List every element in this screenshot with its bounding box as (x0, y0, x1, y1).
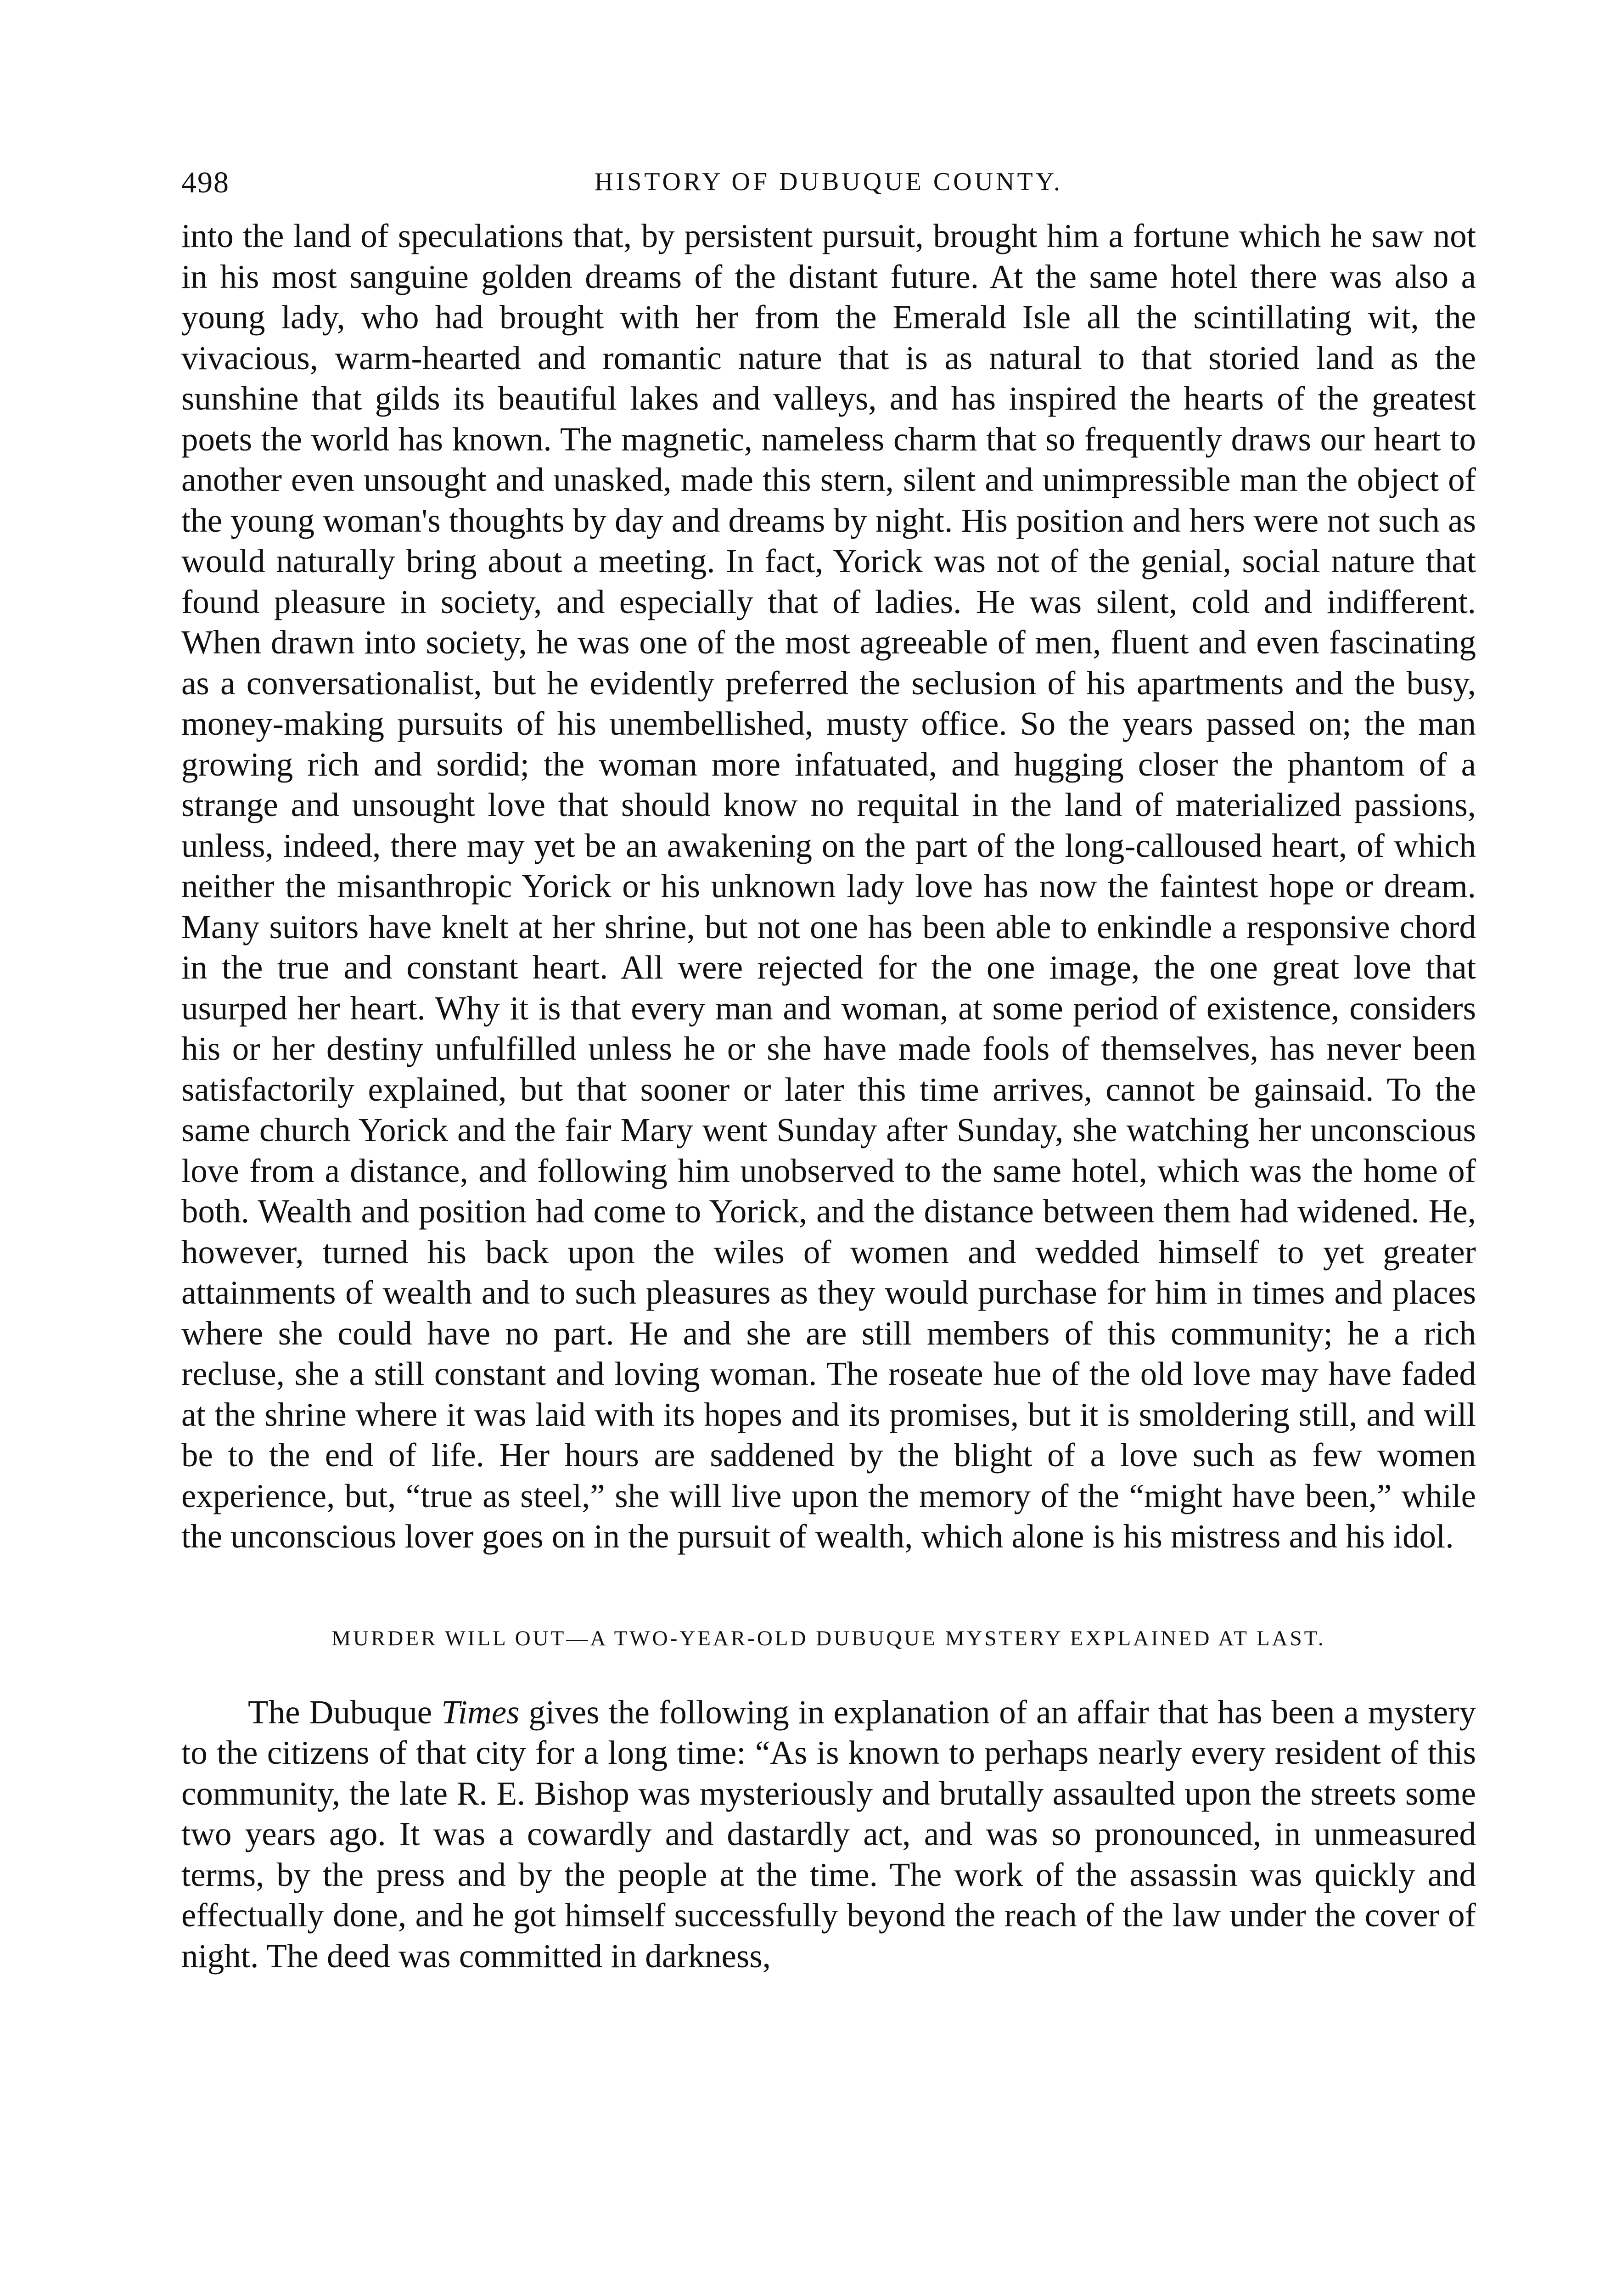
section-heading: MURDER WILL OUT—A TWO-YEAR-OLD DUBUQUE MYSTERY EXPLAINED AT LAST. (331, 1626, 1326, 1650)
book-page (181, 165, 1476, 1976)
page-number: 498 (181, 166, 230, 199)
paragraph-text-rest: gives the following in explanation of an affair that has been a mystery to the citizens of that city for a long time: “As is known to perhaps nearly every resident of this community, the late R. E. Bishop was mysteriously and brutally assaulted upon the streets some two years ago. It was a cowardly and dastardly act, and was so pronounced, in unmeasured terms, by the press and by the people at the time. The work of the assassin was quickly and effectually done, and he got himself successfully beyond the reach of the law under the cover of night. The deed was committed in darkness, (181, 1693, 1476, 1975)
running-header (181, 165, 1476, 216)
running-title: HISTORY OF DUBUQUE COUNTY. (595, 168, 1063, 196)
paragraph-times-explanation (181, 1692, 1476, 1977)
newspaper-title: Times (441, 1693, 520, 1731)
paragraph-text-start: The Dubuque (248, 1693, 442, 1731)
paragraph-continued: into the land of speculations that, by persistent pursuit, brought him a fortune which he saw not in his most sanguine golden dreams of the distant future. At the same hotel there was also a young lady, who had brought with her from the Emerald Isle all the scintillating wit, the vivacious, warm-hearted and romantic nature that is as natural to that storied land as the sunshine that gilds its beautiful lakes and valleys, and has inspired the hearts of the greatest poets the world has known. The magnetic, nameless charm that so frequently draws our heart to another even unsought and unasked, made this stern, silent and unimpressible man the object of the young woman's thoughts by day and dreams by night. His position and hers were not such as would naturally bring about a meeting. In fact, Yorick was not of the genial, social nature that found pleasure in society, and especially that of ladies. He was silent, cold and indifferent. When drawn into society, he was one of the most agreeable of men, fluent and even fascinating as a conversationalist, but he evidently preferred the seclusion of his apartments and the busy, money-making pursuits of his unembellished, musty office. So the years passed on; the man growing rich and sordid; the woman more infatuated, and hugging closer the phantom of a strange and unsought love that should know no requital in the land of materialized passions, unless, indeed, there may yet be an awakening on the part of the long-calloused heart, of which neither the misanthropic Yorick or his unknown lady love has now the faintest hope or dream. Many suitors have knelt at her shrine, but not one has been able to enkindle a responsive chord in the true and constant heart. All were rejected for the one image, the one great love that usurped her heart. Why it is that every man and woman, at some period of existence, considers his or her destiny unfulfilled unless he or she have made fools of themselves, has never been satisfactorily explained, but that sooner or later this time arrives, cannot be gainsaid. To the same church Yorick and the fair Mary went Sunday after Sunday, she watching her unconscious love from a distance, and following him unobserved to the same hotel, which was the home of both. Wealth and position had come to Yorick, and the distance between them had widened. He, however, turned his back upon the wiles of women and wedded himself to yet greater attainments of wealth and to such pleasures as they would purchase for him in times and places where she could have no part. He and she are still members of this community; he a rich recluse, she a still constant and loving woman. The roseate hue of the old love may have faded at the shrine where it was laid with its hopes and its promises, but it is smoldering still, and will be to the end of life. Her hours are saddened by the blight of a love such as few women experience, but, “true as steel,” she will live upon the memory of the “might have been,” while the unconscious lover goes on in the pursuit of wealth, which alone is his mistress and his idol. (181, 217, 1476, 1555)
